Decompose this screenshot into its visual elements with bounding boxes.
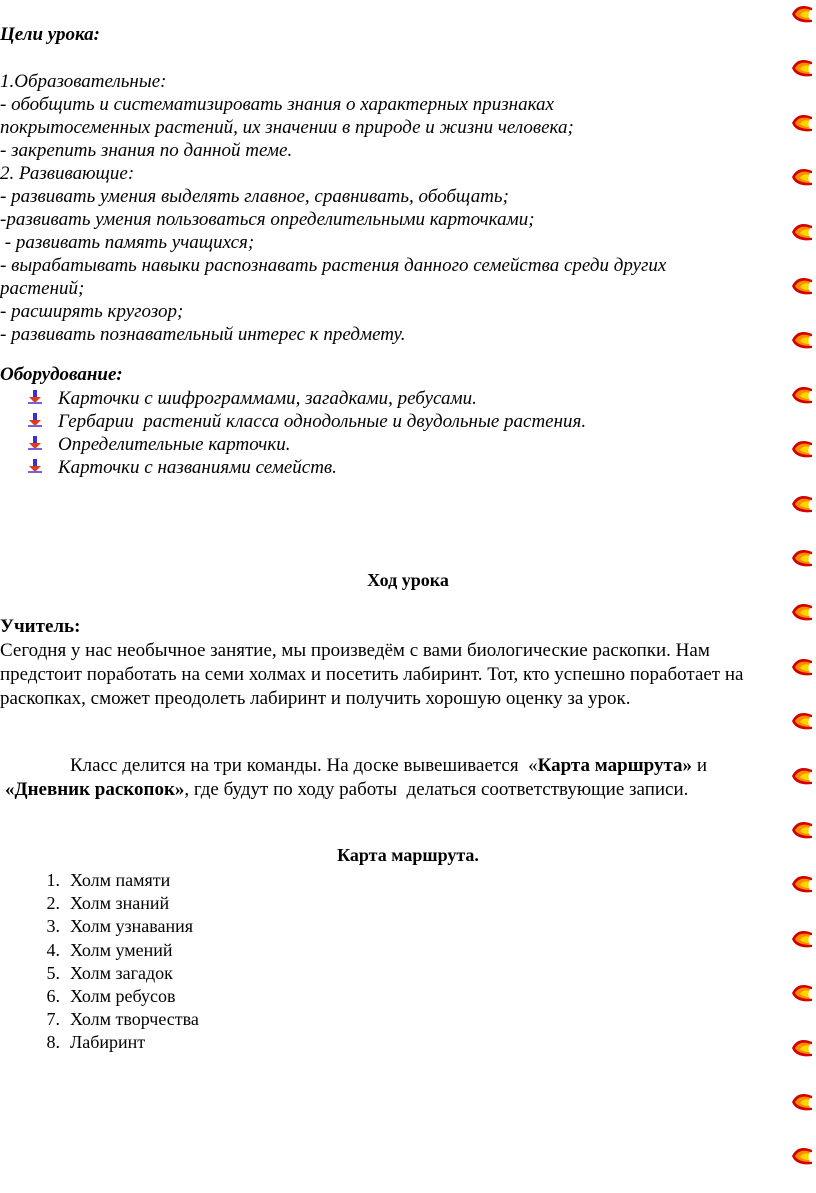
route-item: [0, 939, 199, 962]
candy-corn-icon: [790, 1038, 814, 1060]
goal-line: - развивать познавательный интерес к предмету.: [0, 324, 406, 345]
route-item: [0, 1031, 199, 1054]
equipment-item: [0, 433, 586, 456]
candy-corn-icon: [790, 820, 814, 842]
page-border: [786, 0, 816, 1193]
goals-list: [0, 70, 666, 346]
candy-corn-icon: [790, 385, 814, 407]
candy-corn-icon: [790, 548, 814, 570]
candy-corn-icon: [790, 874, 814, 896]
and-text: и: [692, 755, 707, 776]
class-para-text: Класс делится на три команды. На доске вывешивается «: [70, 755, 538, 776]
route-item-text: Холм знаний: [70, 893, 170, 914]
candy-corn-icon: [790, 1092, 814, 1114]
goal-line: - обобщить и систематизировать знания о характерных признаках: [0, 94, 554, 115]
down-arrow-bullet-icon: [0, 410, 58, 433]
goal-line: -развивать умения пользоваться определительными карточками;: [0, 209, 535, 230]
route-item-text: Лабиринт: [70, 1032, 146, 1053]
dig-diary-bold: «Дневник раскопок»: [5, 779, 185, 800]
equipment-section: [0, 364, 586, 479]
route-item-num: 3.: [46, 916, 60, 937]
goal-line: 1.Образовательные:: [0, 71, 167, 92]
course-title: Ход урока: [367, 570, 449, 590]
candy-corn-icon: [790, 711, 814, 733]
class-para-line-2: [0, 778, 707, 802]
down-arrow-bullet-icon: [0, 433, 58, 456]
candy-corn-icon: [790, 276, 814, 298]
candy-corn-icon: [790, 766, 814, 788]
teacher-line: предстоит поработать на семи холмах и посетить лабиринт. Тот, кто успешно поработает на: [0, 664, 744, 685]
goals-title: Цели урока:: [0, 24, 100, 45]
route-item-num: 8.: [46, 1032, 60, 1053]
equipment-list: [0, 387, 586, 479]
route-item-num: 1.: [46, 870, 60, 890]
route-item: [0, 869, 199, 892]
route-item-num: 6.: [46, 986, 60, 1007]
equipment-item-text: Карточки с шифрограммами, загадками, ребусами.: [58, 388, 477, 409]
candy-corn-icon: [790, 929, 814, 951]
route-item-text: Холм узнавания: [70, 916, 194, 937]
goal-line: 2. Развивающие:: [0, 163, 135, 184]
class-para-line-1: [0, 754, 707, 778]
equipment-item: [0, 456, 586, 479]
candy-corn-icon: [790, 657, 814, 679]
candy-corn-icon: [790, 222, 814, 244]
route-item-text: Холм ребусов: [70, 986, 176, 1007]
equipment-item-text: Гербарии растений класса однодольные и двудольные растения.: [58, 411, 587, 432]
goal-line: - развивать память учащихся;: [0, 232, 255, 253]
route-map-bold: Карта маршрута»: [537, 755, 693, 776]
equipment-item-text: Карточки с названиями семейств.: [58, 457, 337, 478]
candy-corn-icon: [790, 602, 814, 624]
candy-corn-icon: [790, 167, 814, 189]
teacher-line: раскопках, сможет преодолеть лабиринт и получить хорошую оценку за урок.: [0, 688, 631, 709]
route-item-text: Холм творчества: [70, 1009, 199, 1030]
route-item: [0, 892, 199, 915]
goal-line: - развивать умения выделять главное, сравнивать, обобщать;: [0, 186, 509, 207]
down-arrow-bullet-icon: [0, 387, 58, 410]
route-item: [0, 985, 199, 1008]
candy-corn-icon: [790, 1146, 814, 1168]
candy-corn-icon: [790, 58, 814, 80]
candy-corn-icon: [790, 494, 814, 516]
equipment-item: [0, 410, 586, 433]
class-paragraph: [0, 754, 707, 802]
candy-corn-icon: [790, 439, 814, 461]
route-item: [0, 915, 199, 938]
route-item-num: 4.: [46, 939, 60, 960]
goal-line: растений;: [0, 278, 85, 299]
route-item-text: Холм умений: [70, 939, 173, 960]
candy-corn-icon: [790, 4, 814, 26]
candy-corn-icon: [790, 330, 814, 352]
route-item: [0, 962, 199, 985]
goal-line: - закрепить знания по данной теме.: [0, 140, 293, 161]
goal-line: - вырабатывать навыки распознавать растения данного семейства среди других: [0, 255, 667, 276]
equipment-item-text: Определительные карточки.: [58, 434, 291, 455]
route-item-text: Холм загадок: [70, 962, 173, 983]
equipment-title: Оборудование:: [0, 364, 123, 385]
down-arrow-bullet-icon: [0, 456, 58, 479]
goal-line: покрытосеменных растений, их значении в природе и жизни человека;: [0, 117, 574, 138]
route-item-num: 5.: [46, 962, 60, 983]
candy-corn-icon: [790, 983, 814, 1005]
goal-line: - расширять кругозор;: [0, 301, 184, 322]
route-item-num: 7.: [46, 1009, 60, 1030]
teacher-line: Сегодня у нас необычное занятие, мы произведём с вами биологические раскопки. Нам: [0, 640, 710, 661]
route-item: [0, 1008, 199, 1031]
lesson-goals: [0, 24, 666, 346]
route-item-text: Холм памяти: [70, 870, 171, 890]
route-list: [0, 869, 199, 1055]
route-item-num: 2.: [46, 893, 60, 914]
route-map-title: Карта маршрута.: [337, 845, 479, 865]
candy-corn-icon: [790, 113, 814, 135]
class-para-text: , где будут по ходу работы делаться соответствующие записи.: [184, 779, 689, 800]
equipment-item: [0, 387, 586, 410]
teacher-label: Учитель:: [0, 616, 81, 637]
teacher-section: [0, 615, 743, 711]
